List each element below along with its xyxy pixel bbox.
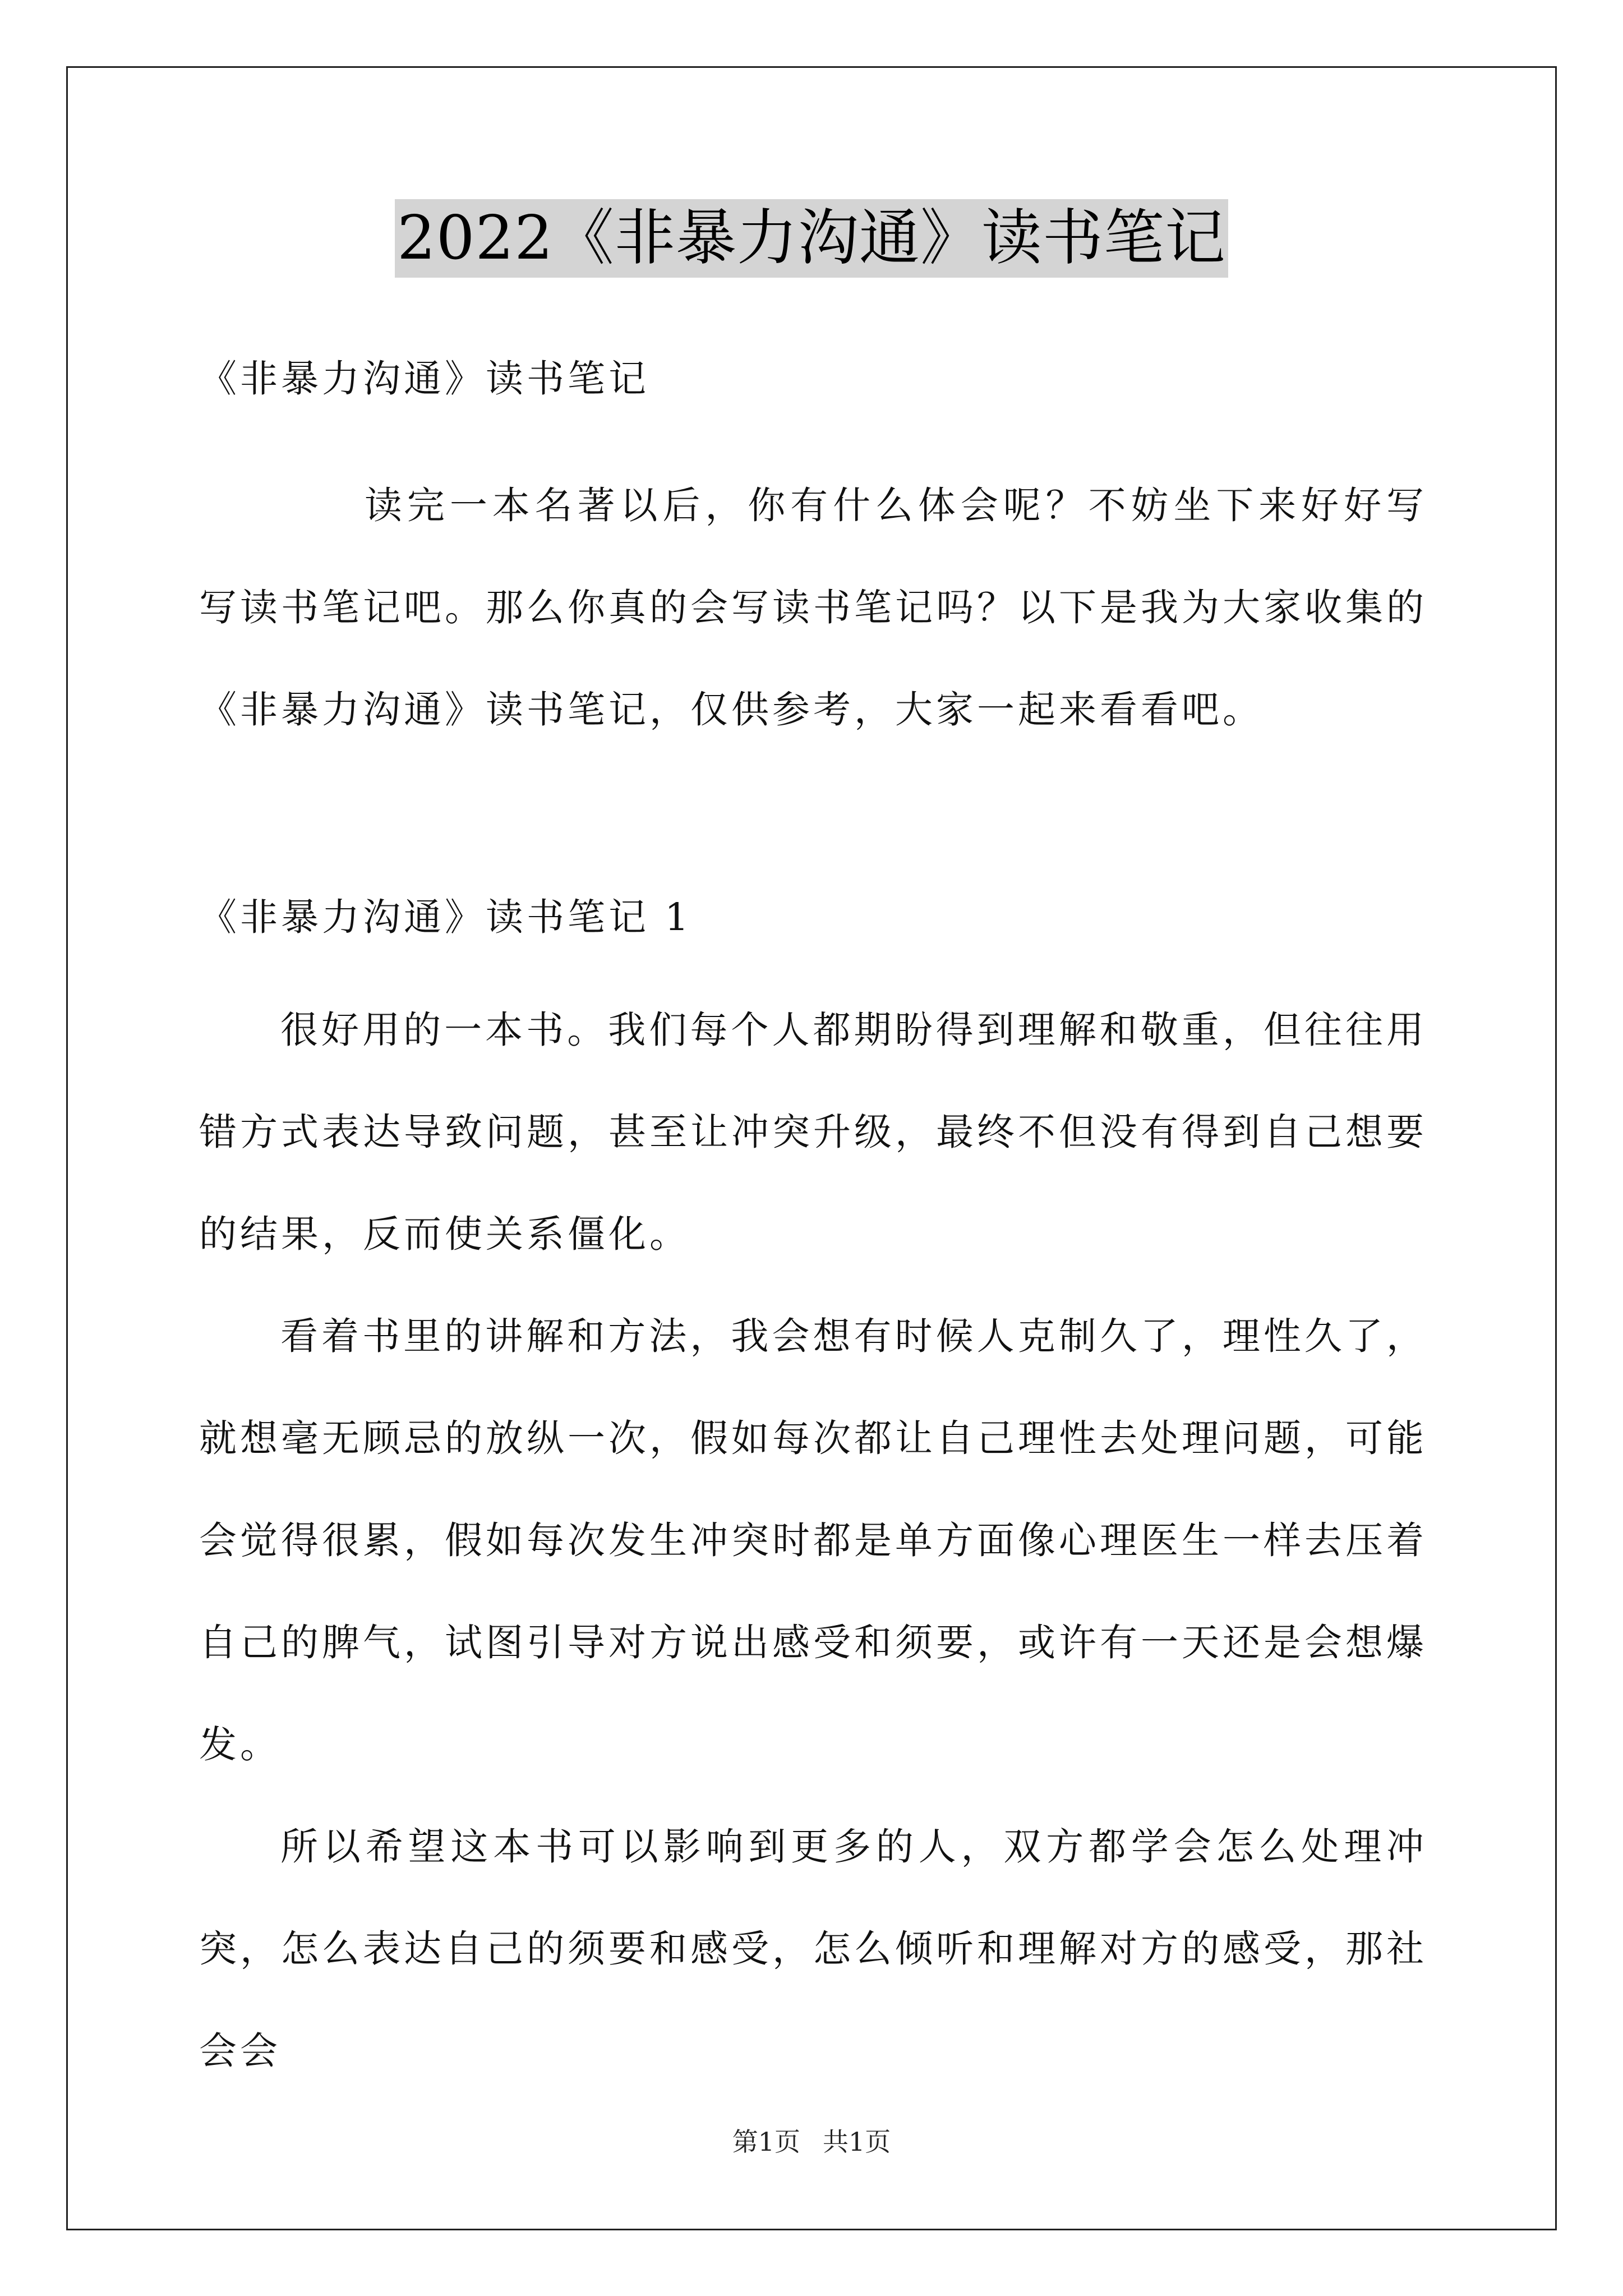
section-paragraph: 所以希望这本书可以影响到更多的人，双方都学会怎么处理冲突，怎么表达自己的须要和感受，怎么倾听和理解对方的感受，那社会会 [199,1825,1427,2073]
document-title: 2022《非暴力沟通》读书笔记 [395,199,1228,278]
title-container [0,199,1623,278]
section-paragraph: 很好用的一本书。我们每个人都期盼得到理解和敬重，但往往用错方式表达导致问题，甚至让冲突升级，最终不但没有得到自己想要的结果，反而使关系僵化。 [199,1008,1427,1256]
document-subtitle: 《非暴力沟通》读书笔记 [199,357,649,401]
section-body [199,979,1427,2102]
section-heading: 《非暴力沟通》读书笔记 1 [199,895,692,939]
intro-paragraph: 读完一本名著以后，你有什么体会呢？不妨坐下来好好写写读书笔记吧。那么你真的会写读书笔记吗？以下是我为大家收集的《非暴力沟通》读书笔记，仅供参考，大家一起来看看吧。 [199,484,1427,731]
page-number-total: 共1页 [823,2127,891,2157]
page-footer [0,2125,1623,2159]
section-paragraph: 看着书里的讲解和方法，我会想有时候人克制久了，理性久了，就想毫无顾忌的放纵一次，假如每次都让自己理性去处理问题，可能会觉得很累，假如每次发生冲突时都是单方面像心理医生一样去压着自己的脾气，试图引导对方说出感受和须要，或许有一天还是会想爆发。 [199,1314,1427,1766]
page-number-current: 第1页 [732,2127,800,2157]
